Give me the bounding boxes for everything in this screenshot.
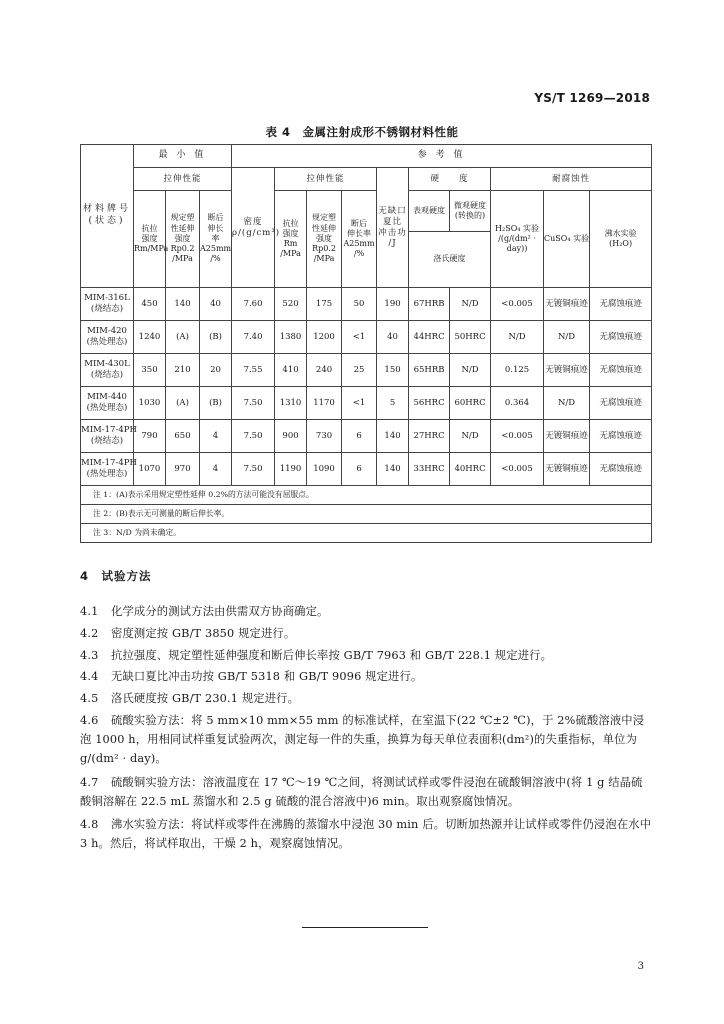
- header-micro-hardness: 微观硬度 (转换的): [450, 191, 491, 232]
- table-note-1: 注 1：(A)表示采用规定塑性延伸 0.2%的方法可能没有屈服点。: [81, 486, 652, 505]
- clause-4-2: 4.2 密度测定按 GB/T 3850 规定进行。: [80, 627, 296, 640]
- header-elongation-ref: 断后 伸长率 A25mm /%: [342, 191, 377, 288]
- clause-4-8: 4.8 沸水实验方法：将试样或零件在沸腾的蒸馏水中浸泡 30 min 后。切断加热源并让试样或零件仍浸泡在水中 3 h。然后，将试样取出，干燥 2 h，观察腐蚀情况。: [80, 818, 652, 850]
- table-row: MIM-440 (热处理态) 1030 (A) (B) 7.50 1310 1170 <1 5 56HRC 60HRC 0.364 N/D 无腐蚀痕迹: [81, 387, 652, 420]
- header-yield-min: 规定塑 性延伸 强度 Rp0.2 /MPa: [166, 191, 200, 288]
- standard-code: YS/T 1269—2018: [534, 91, 650, 105]
- header-hardness: 硬 度: [409, 168, 491, 191]
- header-h2so4: H₂SO₄ 实验 /(g/(dm² · day)): [491, 191, 544, 288]
- material-cell: MIM-420 (热处理态): [81, 321, 134, 354]
- header-elongation-min: 断后 伸长 率 A25mm /%: [200, 191, 232, 288]
- header-rockwell: 洛氏硬度: [409, 232, 491, 288]
- table-note-3: 注 3：N/D 为尚未确定。: [81, 524, 652, 543]
- header-ref-values: 参 考 值: [232, 145, 652, 168]
- clause-4-1: 4.1 化学成分的测试方法由供需双方协商确定。: [80, 605, 329, 618]
- header-corrosion: 耐腐蚀性: [491, 168, 652, 191]
- clause-4-7: 4.7 硫酸铜实验方法：溶液温度在 17 ℃～19 ℃之间，将测试试样或零件浸泡在硫酸铜溶液中(将 1 g 结晶硫酸铜溶解在 22.5 mL 蒸馏水和 2.5 g 硫酸的混合溶液中)6 min。取出观察腐蚀情况。: [80, 776, 643, 808]
- table-row: MIM-17-4PH (热处理态) 1070 970 4 7.50 1190 1090 6 140 33HRC 40HRC <0.005 无镀铜痕迹 无腐蚀痕迹: [81, 453, 652, 486]
- header-min-values: 最 小 值: [134, 145, 232, 168]
- table-row: MIM-316L (烧结态) 450 140 40 7.60 520 175 50 190 67HRB N/D <0.005 无镀铜痕迹 无腐蚀痕迹: [81, 288, 652, 321]
- header-impact: 无缺口 夏比 冲击功 /J: [377, 168, 409, 288]
- footnote-rule: [302, 927, 428, 928]
- clause-4-5: 4.5 洛氏硬度按 GB/T 230.1 规定进行。: [80, 692, 300, 705]
- material-cell: MIM-316L (烧结态): [81, 288, 134, 321]
- table-row: MIM-420 (热处理态) 1240 (A) (B) 7.40 1380 1200 <1 40 44HRC 50HRC N/D N/D 无腐蚀痕迹: [81, 321, 652, 354]
- header-apparent-hardness: 表观硬度: [409, 191, 450, 232]
- header-yield-ref: 规定塑 性延伸 强度 Rp0.2 /MPa: [307, 191, 342, 288]
- header-boiling-water: 沸水实验 (H₂O): [590, 191, 652, 288]
- clause-4-3: 4.3 抗拉强度、规定塑性延伸强度和断后伸长率按 GB/T 7963 和 GB/T 228.1 规定进行。: [80, 649, 553, 662]
- clause-4-6: 4.6 硫酸实验方法：将 5 mm×10 mm×55 mm 的标准试样，在室温下(22 ℃±2 ℃)，于 2%硫酸溶液中浸泡 1000 h，用相同试样重复试验两次，测定每一件的失重，换算为每天单位表面积(dm²)的失重指标，单位为 g/(dm² · day)。: [80, 714, 645, 765]
- material-cell: MIM-17-4PH (烧结态): [81, 420, 134, 453]
- header-density: 密度 ρ/(g/cm³): [232, 168, 275, 288]
- table-note-2: 注 2：(B)表示无可测量的断后伸长率。: [81, 505, 652, 524]
- header-tensile-min: 拉伸性能: [134, 168, 232, 191]
- material-properties-table: [80, 144, 652, 543]
- table-row: MIM-430L (烧结态) 350 210 20 7.55 410 240 25 150 65HRB N/D 0.125 无镀铜痕迹 无腐蚀痕迹: [81, 354, 652, 387]
- material-cell: MIM-17-4PH (热处理态): [81, 453, 134, 486]
- header-cuso4: CuSO₄ 实验: [544, 191, 590, 288]
- header-uts-ref: 抗拉 强度 Rm /MPa: [275, 191, 307, 288]
- clause-4-4: 4.4 无缺口夏比冲击功按 GB/T 5318 和 GB/T 9096 规定进行。: [80, 670, 423, 683]
- page-number: 3: [637, 961, 644, 972]
- section-heading: 4 试验方法: [80, 569, 152, 583]
- material-cell: MIM-430L (烧结态): [81, 354, 134, 387]
- table-title: 表 4 金属注射成形不锈钢材料性能: [265, 125, 459, 139]
- table-row: MIM-17-4PH (烧结态) 790 650 4 7.50 900 730 6 140 27HRC N/D <0.005 无镀铜痕迹 无腐蚀痕迹: [81, 420, 652, 453]
- header-uts-min: 抗拉 强度 Rm/MPa: [134, 191, 166, 288]
- material-cell: MIM-440 (热处理态): [81, 387, 134, 420]
- header-tensile-ref: 拉伸性能: [275, 168, 377, 191]
- header-material: 材料牌号 (状态): [81, 145, 134, 288]
